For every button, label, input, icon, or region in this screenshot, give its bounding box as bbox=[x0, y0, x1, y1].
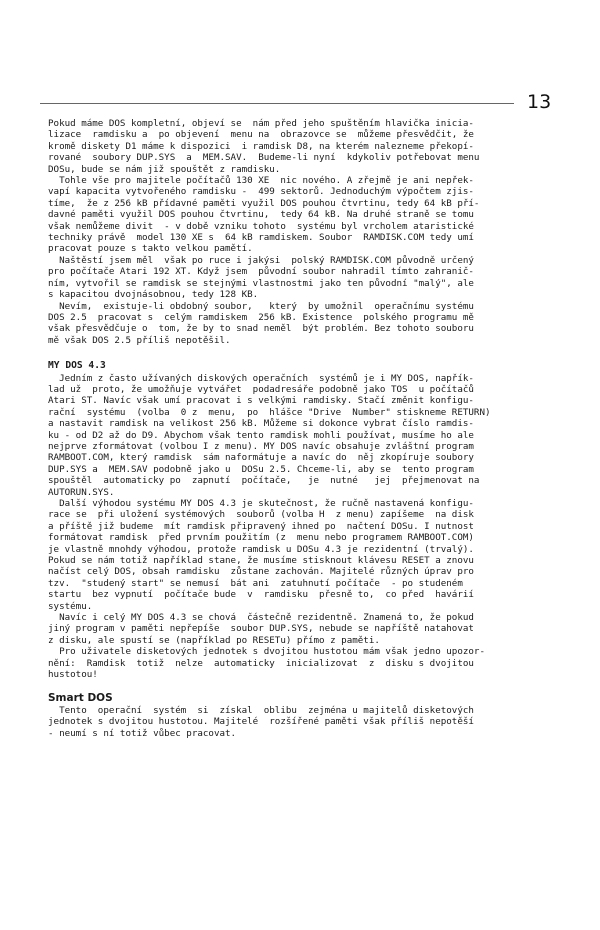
section-smartdos bbox=[48, 705, 548, 739]
paragraph: Pro uživatele disketových jednotek s dvojitou hustotou mám však jedno upozor- nění: Ramdisk totiž nelze automaticky inicializovat z disku s dvojitou hustotou! bbox=[48, 646, 485, 681]
paragraph: Nevím, existuje-li obdobný soubor, který by umožnil operačnímu systému DOS 2.5 pracovat s celým ramdiskem 256 kB. Existence polského programu mě však přesvědčuje o tom, že by to snad neměl být problém. Bez tohoto souboru mě však DOS 2.5 příliš nepotěšil. bbox=[48, 300, 474, 346]
section-mydos bbox=[48, 373, 548, 681]
section-heading-smartdos: Smart DOS bbox=[48, 691, 113, 704]
paragraph: Pokud máme DOS kompletní, objeví se nám před jeho spuštěním hlavička inicia- lizace ramdisku a po objevení menu na obrazovce se můžeme přesvědčit, že kromě diskety D1 máme k dispozici i ramdisk D8, na kterém nalezneme překopí- rované soubory DUP.SYS a MEM.SAV. Budeme-li nyní kdykoliv potřebovat menu DOSu, bude se nám již spouštět z ramdisku. bbox=[48, 118, 480, 175]
page-number: 13 bbox=[527, 91, 552, 113]
paragraph: Navíc i celý MY DOS 4.3 se chová částečně rezidentně. Znamená to, že pokud jiný program v paměti nepřepíše soubor DUP.SYS, nebude se napříště natahovat z disku, ale spustí se (například po RESETu) přímo z paměti. bbox=[48, 612, 474, 646]
section-heading-mydos: MY DOS 4.3 bbox=[48, 360, 106, 372]
paragraph: Tohle vše pro majitele počítačů 130 XE nic nového. A zřejmě je ani nepřek- vapí kapacita vytvořeného ramdisku - 499 sektorů. Jednoduchým výpočtem zjis- tíme, že z 256 kB přídavné paměti využil DOS pouhou čtvrtinu, tedy 64 kB pří- davné paměti využil DOS pouhou čtvrtinu, tedy 64 kB. Na druhé straně se tomu však nemůžeme divit - v době vzniku tohoto systému byl vrcholem ataristické techniky právě model 130 XE s 64 kB ramdiskem. Soubor RAMDISK.COM tedy umí pracovat pouze s takto velkou pamětí. bbox=[48, 175, 480, 255]
section-ramdisk-intro bbox=[48, 118, 548, 346]
paragraph: Tento operační systém si získal oblibu zejména u majitelů disketových jednotek s dvojitou hustotou. Majitelé rozšířené paměti však příliš nepotěší - neumí s ní totiž vůbec pracovat. bbox=[48, 704, 474, 739]
paragraph: Jedním z často užívaných diskových operačních systémů je i MY DOS, napřík- lad už proto, že umožňuje vytvářet podadresáře podobně jako TOS u počítačů Atari ST. Navíc však umí pracovat i s velkými ramdisky. Stačí změnit konfigu- rační systému (volba 0 z menu, po hlášce "Drive Number" stiskneme RETURN) a nastavit ramdisk na velikost 256 kB. Můžeme si dokonce vybrat číslo ramdis- ku - od D2 až do D9. Abychom však tento ramdisk mohli používat, musíme ho ale nejprve zformátovat (volbou I z menu). MY DOS navíc obsahuje zvláštní program RAMBOOT.COM, který ramdisk sám naformátuje a navíc do něj zkopíruje soubory DUP.SYS a MEM.SAV podobně jako u DOSu 2.5. Chceme-li, aby se tento program spouštěl automaticky po zapnutí počítače, je nutné jej přejmenovat na AUTORUN.SYS. bbox=[48, 372, 491, 498]
page-body bbox=[48, 118, 548, 739]
header-rule bbox=[40, 103, 514, 104]
paragraph: Naštěstí jsem měl však po ruce i jakýsi polský RAMDISK.COM původně určený pro počítače Atari 192 XT. Když jsem původní soubor nahradil tímto zahranič- ním, vytvořil se ramdisk se stejnými vlastnostmi jako ten původní "malý", ale s kapacitou dvojnásobnou, tedy 128 KB. bbox=[48, 254, 474, 301]
paragraph: Další výhodou systému MY DOS 4.3 je skutečnost, že ručně nastavená konfigu- race se při uložení systémových souborů (volba H z menu) zapíšeme na disk a příště již budeme mít ramdisk připravený ihned po načtení DOSu. I nutnost formátovat ramdisk před prvním použitím (z menu nebo programem RAMBOOT.COM) je vlastně mnohdy výhodou, protože ramdisk u DOSu 4.3 je rezidentní (trvalý). Pokud se nám totiž například stane, že musíme stisknout klávesu RESET a znovu načíst celý DOS, obsah ramdisku zůstane zachován. Majitelé různých úprav pro tzv. "studený start" se nemusí bát ani zatuhnutí počítače - po studeném startu bez vypnutí počítače bude v ramdisku přesně to, co před havárií systému. bbox=[48, 498, 474, 612]
